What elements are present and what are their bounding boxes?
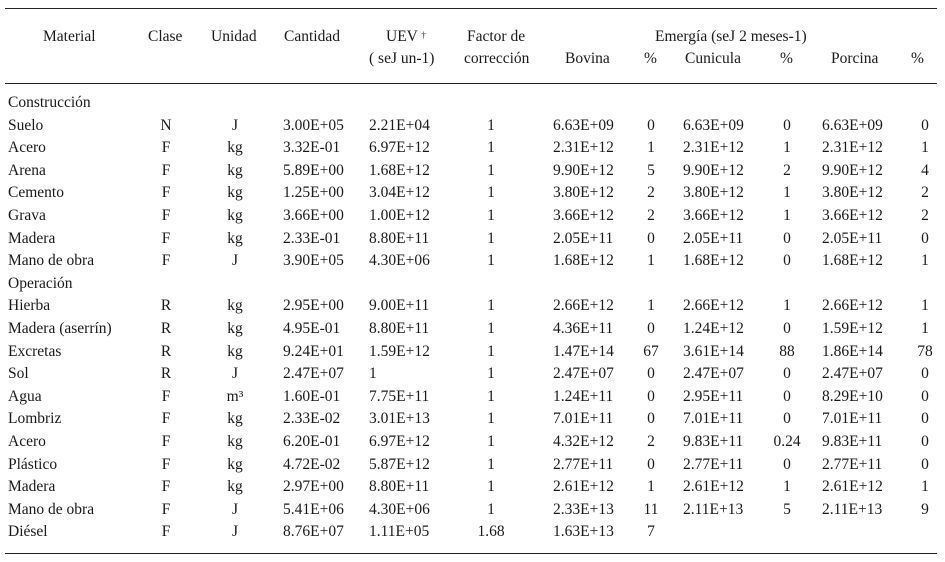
- dagger-mark: †: [421, 30, 426, 40]
- cell-cantidad: 3.66E+00: [283, 207, 344, 224]
- section-title: Operación: [8, 274, 73, 292]
- header-cunicula: Cunicula: [685, 50, 741, 67]
- cell-cunicula: 2.61E+12: [683, 478, 744, 496]
- cell-clase: F: [161, 410, 171, 428]
- cell-cantidad: 2.97E+00: [283, 478, 344, 496]
- cell-porcina: 2.05E+11: [822, 229, 883, 247]
- cell-material: Madera (aserrín): [8, 320, 112, 337]
- cell-bovina: 1.24E+11: [553, 387, 614, 405]
- cell-pct-bovina: 7: [647, 523, 655, 541]
- cell-uev: 1.68E+12: [369, 161, 430, 179]
- cell-uev: 8.80E+11: [369, 320, 430, 337]
- cell-pct-cunicula: 0: [783, 252, 791, 270]
- cell-bovina: 2.33E+13: [553, 500, 614, 518]
- cell-pct-bovina: 5: [647, 161, 655, 179]
- cell-pct-cunicula: 88: [779, 342, 795, 360]
- cell-uev: 4.30E+06: [369, 500, 430, 518]
- cell-pct-bovina: 0: [647, 320, 655, 337]
- cell-pct-cunicula: 1: [783, 297, 791, 315]
- cell-uev: 1.59E+12: [369, 342, 430, 360]
- cell-clase: F: [161, 161, 171, 179]
- cell-cunicula: 2.05E+11: [683, 229, 744, 247]
- cell-unidad: kg: [227, 184, 243, 202]
- cell-cunicula: 3.80E+12: [683, 184, 744, 202]
- cell-pct-porcina: 78: [917, 342, 933, 360]
- cell-pct-bovina: 67: [643, 342, 659, 360]
- cell-cantidad: 8.76E+07: [283, 523, 344, 541]
- cell-bovina: 1.68E+12: [553, 252, 614, 270]
- header-cantidad: Cantidad: [284, 28, 340, 45]
- cell-pct-cunicula: 1: [783, 478, 791, 496]
- cell-uev: 2.21E+04: [369, 116, 430, 134]
- cell-uev: 1.00E+12: [369, 207, 430, 224]
- cell-uev: 1: [369, 365, 377, 383]
- cell-porcina: 2.47E+07: [822, 365, 883, 383]
- cell-bovina: 4.36E+11: [553, 320, 614, 337]
- cell-pct-bovina: 2: [647, 433, 655, 450]
- cell-pct-porcina: 0: [921, 387, 929, 405]
- cell-material: Cemento: [8, 184, 64, 202]
- cell-pct-cunicula: 1: [783, 184, 791, 202]
- cell-cunicula: 2.95E+11: [683, 387, 744, 405]
- header-pct-porcina: %: [911, 50, 924, 67]
- cell-factor: 1: [487, 297, 495, 315]
- cell-pct-porcina: 1: [921, 320, 929, 337]
- cell-pct-bovina: 2: [647, 184, 655, 202]
- cell-uev: 9.00E+11: [369, 297, 430, 315]
- cell-cantidad: 4.72E-02: [283, 455, 341, 473]
- cell-pct-cunicula: 5: [783, 500, 791, 518]
- cell-bovina: 1.47E+14: [553, 342, 614, 360]
- cell-porcina: 7.01E+11: [822, 410, 883, 428]
- cell-pct-porcina: 0: [921, 455, 929, 473]
- cell-clase: R: [160, 342, 172, 360]
- cell-cantidad: 2.95E+00: [283, 297, 344, 315]
- cell-bovina: 4.32E+12: [553, 433, 614, 450]
- cell-factor: 1: [487, 229, 495, 247]
- cell-unidad: kg: [227, 229, 243, 247]
- cell-uev: 8.80E+11: [369, 229, 430, 247]
- cell-pct-bovina: 0: [647, 387, 655, 405]
- cell-factor: 1: [487, 342, 495, 360]
- cell-unidad: J: [231, 116, 239, 134]
- cell-material: Agua: [8, 387, 42, 405]
- cell-pct-porcina: 0: [921, 116, 929, 134]
- cell-pct-cunicula: 0: [783, 387, 791, 405]
- cell-clase: F: [161, 500, 171, 518]
- cell-unidad: J: [231, 500, 239, 518]
- cell-uev: 8.80E+11: [369, 478, 430, 496]
- cell-pct-porcina: 1: [921, 252, 929, 270]
- cell-porcina: 2.77E+11: [822, 455, 883, 473]
- cell-pct-porcina: 4: [921, 161, 929, 179]
- cell-pct-cunicula: 0: [783, 116, 791, 134]
- header-unidad: Unidad: [211, 28, 257, 45]
- cell-cunicula: 3.66E+12: [683, 207, 744, 224]
- cell-porcina: 1.68E+12: [822, 252, 883, 270]
- cell-material: Acero: [8, 433, 46, 450]
- cell-bovina: 2.47E+07: [553, 365, 614, 383]
- cell-pct-cunicula: 0: [783, 229, 791, 247]
- cell-pct-cunicula: 0: [783, 455, 791, 473]
- cell-porcina: 3.80E+12: [822, 184, 883, 202]
- cell-factor: 1: [487, 139, 495, 157]
- cell-pct-bovina: 1: [647, 478, 655, 496]
- cell-cantidad: 6.20E-01: [283, 433, 341, 450]
- cell-material: Grava: [8, 207, 46, 224]
- cell-cantidad: 1.60E-01: [283, 387, 341, 405]
- cell-clase: F: [161, 139, 171, 157]
- cell-unidad: kg: [227, 207, 243, 224]
- cell-pct-bovina: 0: [647, 229, 655, 247]
- cell-pct-bovina: 2: [647, 207, 655, 224]
- cell-pct-porcina: 1: [921, 478, 929, 496]
- cell-porcina: 3.66E+12: [822, 207, 883, 224]
- cell-clase: R: [160, 365, 172, 383]
- cell-clase: N: [160, 116, 172, 134]
- cell-bovina: 6.63E+09: [553, 116, 614, 134]
- cell-unidad: kg: [227, 297, 243, 315]
- cell-factor: 1.68: [477, 523, 505, 541]
- cell-factor: 1: [487, 387, 495, 405]
- cell-pct-porcina: 0: [921, 433, 929, 450]
- cell-pct-cunicula: 0: [783, 365, 791, 383]
- cell-pct-porcina: 2: [921, 207, 929, 224]
- header-pct-bovina: %: [644, 50, 657, 67]
- cell-factor: 1: [487, 500, 495, 518]
- cell-uev: 3.04E+12: [369, 184, 430, 202]
- cell-material: Acero: [8, 139, 46, 157]
- cell-bovina: 1.63E+13: [553, 523, 614, 541]
- cell-material: Madera: [8, 478, 56, 496]
- cell-clase: F: [161, 184, 171, 202]
- cell-factor: 1: [487, 184, 495, 202]
- header-factor: Factor de: [467, 28, 526, 45]
- cell-porcina: 1.86E+14: [822, 342, 883, 360]
- cell-uev: 7.75E+11: [369, 387, 430, 405]
- cell-clase: F: [161, 433, 171, 450]
- cell-clase: F: [161, 252, 171, 270]
- cell-cantidad: 2.33E-01: [283, 229, 341, 247]
- top-rule: [5, 8, 937, 9]
- cell-material: Plástico: [8, 455, 58, 473]
- cell-porcina: 8.29E+10: [822, 387, 883, 405]
- cell-clase: F: [161, 455, 171, 473]
- cell-unidad: m³: [226, 387, 244, 405]
- cell-pct-porcina: 0: [921, 410, 929, 428]
- header-uev-unit: ( seJ un-1): [369, 50, 435, 67]
- cell-unidad: kg: [227, 410, 243, 428]
- cell-clase: R: [160, 320, 172, 337]
- cell-pct-bovina: 1: [647, 252, 655, 270]
- cell-pct-cunicula: 0: [783, 410, 791, 428]
- cell-factor: 1: [487, 320, 495, 337]
- cell-cunicula: 2.66E+12: [683, 297, 744, 315]
- header-material: Material: [43, 28, 96, 45]
- cell-material: Madera: [8, 229, 56, 247]
- cell-material: Mano de obra: [8, 500, 95, 518]
- cell-bovina: 2.61E+12: [553, 478, 614, 496]
- cell-pct-porcina: 1: [921, 139, 929, 157]
- header-pct-cunicula: %: [780, 50, 793, 67]
- cell-factor: 1: [487, 207, 495, 224]
- cell-cantidad: 2.47E+07: [283, 365, 344, 383]
- cell-factor: 1: [487, 365, 495, 383]
- cell-cantidad: 3.32E-01: [283, 139, 341, 157]
- cell-cantidad: 1.25E+00: [283, 184, 344, 202]
- cell-porcina: 6.63E+09: [822, 116, 883, 134]
- cell-pct-porcina: 9: [921, 500, 929, 518]
- cell-unidad: kg: [227, 455, 243, 473]
- cell-uev: 6.97E+12: [369, 139, 430, 157]
- header-rule: [5, 83, 937, 84]
- cell-cantidad: 3.00E+05: [283, 116, 344, 134]
- cell-pct-bovina: 0: [647, 455, 655, 473]
- cell-material: Lombriz: [8, 410, 62, 428]
- cell-porcina: 1.59E+12: [822, 320, 883, 337]
- cell-bovina: 2.66E+12: [553, 297, 614, 315]
- header-uev: UEV †: [386, 28, 426, 45]
- cell-unidad: J: [231, 252, 239, 270]
- cell-unidad: kg: [227, 433, 243, 450]
- cell-porcina: 2.66E+12: [822, 297, 883, 315]
- cell-uev: 5.87E+12: [369, 455, 430, 473]
- cell-factor: 1: [487, 478, 495, 496]
- cell-cunicula: 2.47E+07: [683, 365, 744, 383]
- cell-cantidad: 5.89E+00: [283, 161, 344, 179]
- cell-porcina: 9.90E+12: [822, 161, 883, 179]
- cell-clase: F: [161, 523, 171, 541]
- cell-material: Arena: [8, 161, 46, 179]
- section-title: Construcción: [8, 94, 91, 111]
- cell-bovina: 7.01E+11: [553, 410, 614, 428]
- cell-bovina: 9.90E+12: [553, 161, 614, 179]
- cell-unidad: kg: [227, 161, 243, 179]
- cell-factor: 1: [487, 252, 495, 270]
- cell-uev: 3.01E+13: [369, 410, 430, 428]
- cell-cunicula: 2.31E+12: [683, 139, 744, 157]
- cell-bovina: 2.77E+11: [553, 455, 614, 473]
- cell-cunicula: 6.63E+09: [683, 116, 744, 134]
- cell-cunicula: 9.90E+12: [683, 161, 744, 179]
- cell-factor: 1: [487, 410, 495, 428]
- cell-pct-bovina: 1: [647, 139, 655, 157]
- cell-cantidad: 4.95E-01: [283, 320, 341, 337]
- cell-porcina: 2.61E+12: [822, 478, 883, 496]
- cell-cunicula: 3.61E+14: [683, 342, 744, 360]
- cell-material: Excretas: [8, 342, 62, 360]
- cell-pct-porcina: 0: [921, 365, 929, 383]
- cell-pct-bovina: 11: [643, 500, 659, 518]
- cell-pct-bovina: 0: [647, 410, 655, 428]
- cell-porcina: 9.83E+11: [822, 433, 883, 450]
- cell-unidad: kg: [227, 139, 243, 157]
- cell-bovina: 2.05E+11: [553, 229, 614, 247]
- cell-cunicula: 1.24E+12: [683, 320, 744, 337]
- cell-pct-porcina: 2: [921, 184, 929, 202]
- cell-pct-cunicula: 0: [783, 320, 791, 337]
- cell-bovina: 2.31E+12: [553, 139, 614, 157]
- cell-clase: F: [161, 387, 171, 405]
- cell-uev: 4.30E+06: [369, 252, 430, 270]
- cell-material: Sol: [8, 365, 29, 383]
- header-bovina: Bovina: [565, 50, 610, 67]
- cell-cunicula: 7.01E+11: [683, 410, 744, 428]
- cell-cantidad: 3.90E+05: [283, 252, 344, 270]
- cell-pct-porcina: 0: [921, 229, 929, 247]
- cell-material: Diésel: [8, 523, 48, 541]
- cell-clase: R: [160, 297, 172, 315]
- cell-clase: F: [161, 478, 171, 496]
- header-emergia: Emergía (seJ 2 meses-1): [655, 28, 807, 45]
- cell-bovina: 3.66E+12: [553, 207, 614, 224]
- cell-clase: F: [161, 207, 171, 224]
- cell-cantidad: 2.33E-02: [283, 410, 341, 428]
- cell-cunicula: 2.77E+11: [683, 455, 744, 473]
- cell-pct-bovina: 1: [647, 297, 655, 315]
- cell-material: Hierba: [8, 297, 51, 315]
- bottom-rule: [5, 553, 937, 554]
- cell-pct-bovina: 0: [647, 365, 655, 383]
- cell-pct-cunicula: 1: [783, 207, 791, 224]
- cell-bovina: 3.80E+12: [553, 184, 614, 202]
- cell-pct-bovina: 0: [647, 116, 655, 134]
- header-correction: corrección: [464, 50, 530, 67]
- cell-material: Suelo: [8, 116, 44, 134]
- cell-pct-cunicula: 2: [783, 161, 791, 179]
- cell-cunicula: 1.68E+12: [683, 252, 744, 270]
- cell-factor: 1: [487, 161, 495, 179]
- cell-unidad: J: [231, 365, 239, 383]
- cell-cantidad: 9.24E+01: [283, 342, 344, 360]
- cell-uev: 6.97E+12: [369, 433, 430, 450]
- cell-unidad: kg: [227, 320, 243, 337]
- cell-pct-cunicula: 0.24: [773, 433, 801, 450]
- cell-pct-porcina: 1: [921, 297, 929, 315]
- cell-factor: 1: [487, 455, 495, 473]
- cell-material: Mano de obra: [8, 252, 95, 270]
- cell-clase: F: [161, 229, 171, 247]
- header-porcina: Porcina: [831, 50, 879, 67]
- cell-cantidad: 5.41E+06: [283, 500, 344, 518]
- cell-cunicula: 2.11E+13: [683, 500, 744, 518]
- cell-unidad: J: [231, 523, 239, 541]
- cell-unidad: kg: [227, 342, 243, 360]
- cell-pct-cunicula: 1: [783, 139, 791, 157]
- cell-cunicula: 9.83E+11: [683, 433, 744, 450]
- cell-unidad: kg: [227, 478, 243, 496]
- cell-porcina: 2.11E+13: [822, 500, 883, 518]
- cell-factor: 1: [487, 433, 495, 450]
- header-clase: Clase: [148, 28, 183, 45]
- cell-porcina: 2.31E+12: [822, 139, 883, 157]
- cell-uev: 1.11E+05: [369, 523, 430, 541]
- cell-factor: 1: [487, 116, 495, 134]
